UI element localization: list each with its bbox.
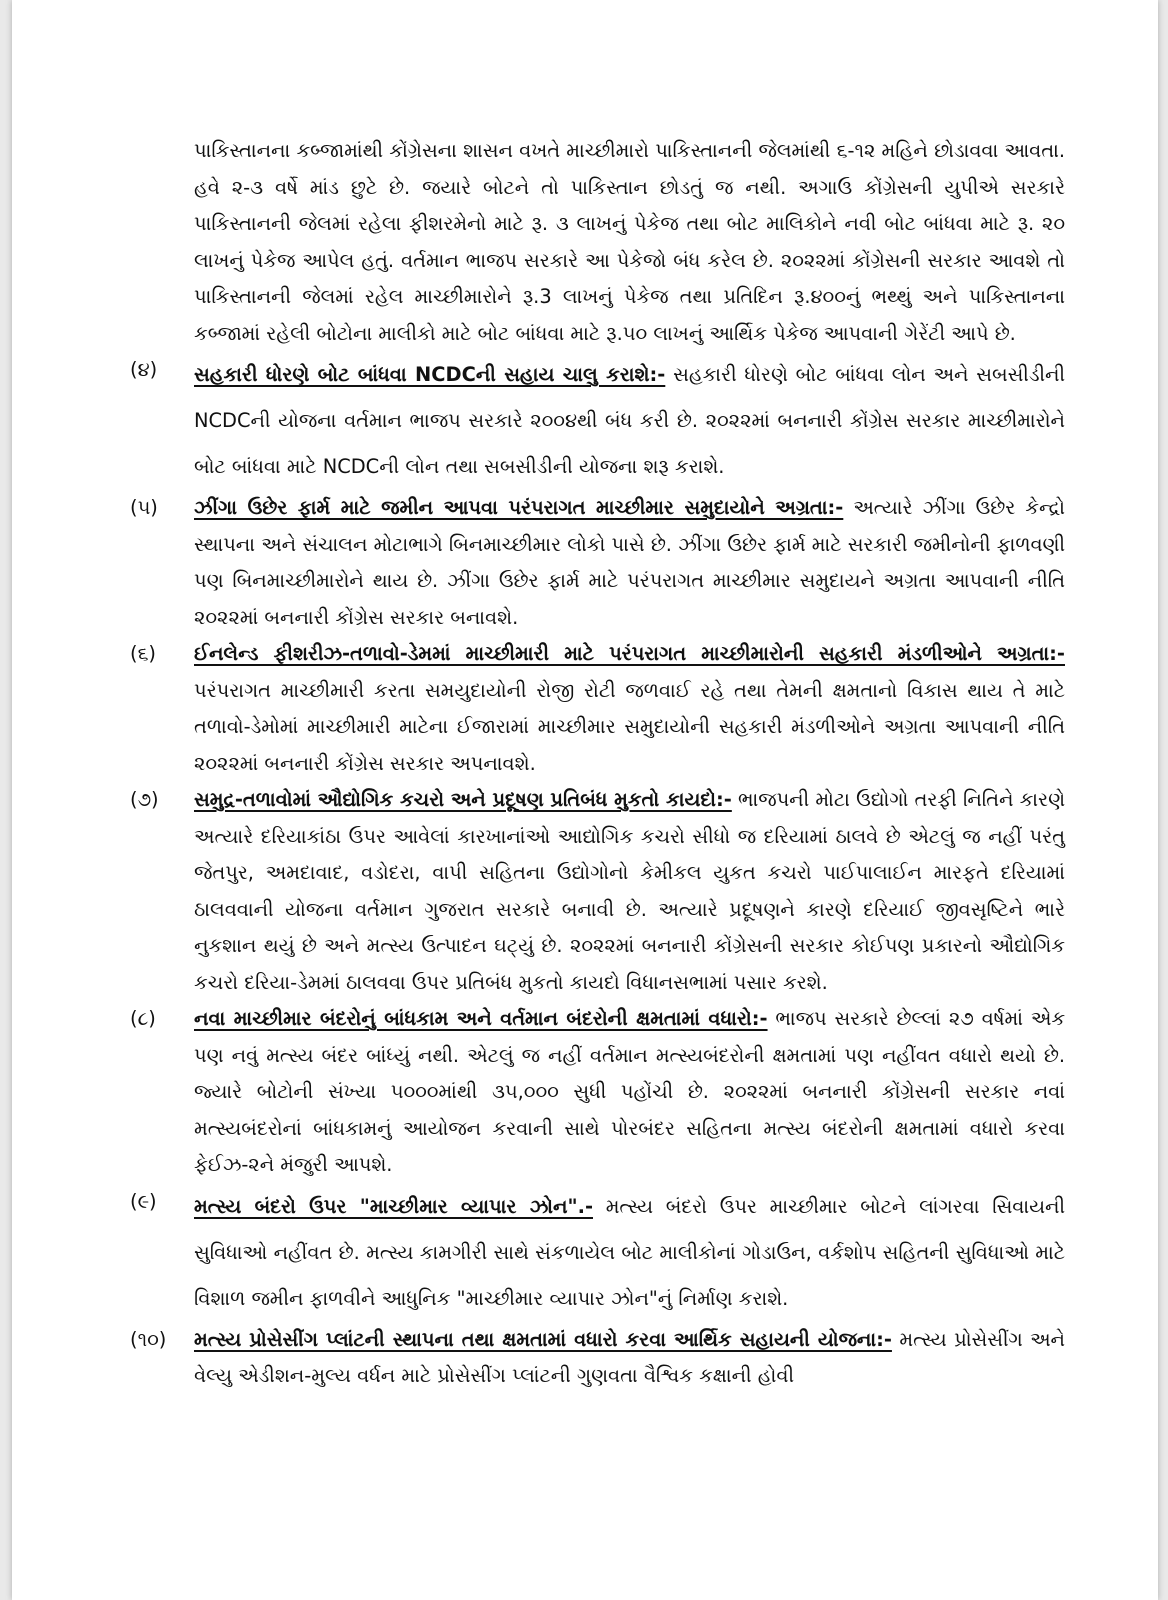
item-number: (૪) xyxy=(130,358,158,381)
item-body: ભાજપની મોટા ઉદ્યોગો તરફી નિતિને કારણે અત્યારે દરિયાકાંઠા ઉપર આવેલાં કારખાનાંઓ આદ્યોગિક કચરો સીધો જ દરિયામાં ઠાલવે છે એટલું જ નહીં પરંતુ જેતપુર, અમદાવાદ, વડોદરા, વાપી સહિતના ઉદ્યોગોનો કેમીકલ યુકત કચરો પાઈપાલાઈન મારફતે દરિયામાં ઠાલવવાની યોજના વર્તમાન ગુજરાત સરકારે બનાવી છે. અત્યારે પ્રદૂષણને કારણે દરિયાઈ જીવસૃષ્ટિને ભારે નુકશાન થયું છે અને મત્સ્ય ઉત્પાદન ઘટ્યું છે. ૨૦૨૨માં બનનારી કોંગ્રેસની સરકાર કોઈપણ પ્રકારનો ઔદ્યોગિક કચરો દરિયા-ડેમમાં ઠાલવવા ઉપર પ્રતિબંધ મુકતો કાયદો વિધાનસભામાં પસાર કરશે. xyxy=(194,788,1065,994)
list-item-9 xyxy=(130,1184,1065,1322)
item-heading: સમુદ્ર-તળાવોમાં ઔદ્યોગિક કચરો અને પ્રદૂષણ પ્રતિબંધ મુકતો કાયદો:- xyxy=(194,788,732,811)
item-heading: મત્સ્ય પ્રોસેસીંગ પ્લાંટની સ્થાપના તથા ક્ષમતામાં વધારો કરવા આર્થિક સહાયની યોજના:- xyxy=(194,1327,892,1351)
list-item-10 xyxy=(130,1322,1065,1395)
list-item-5 xyxy=(130,490,1065,636)
list-item-4 xyxy=(130,352,1065,490)
item-number: (૮) xyxy=(130,1007,156,1030)
intro-paragraph: પાકિસ્તાનના કબ્જામાંથી કોંગ્રેસના શાસન વખતે માચ્છીમારો પાકિસ્તાનની જેલમાંથી ૬-૧૨ મહિને છોડાવવા આવતા. હવે ૨-૩ વર્ષે માંડ છુટે છે. જયારે બોટને તો પાકિસ્તાન છોડતું જ નથી. અગાઉ કોંગ્રેસની યુપીએ સરકારે પાકિસ્તાનની જેલમાં રહેલા ફીશરમેનો માટે રૂ. ૩ લાખનું પેકેજ તથા બોટ માલિકોને નવી બોટ બાંધવા માટે રૂ. ૨૦ લાખનું પેકેજ આપેલ હતું. વર્તમાન ભાજપ સરકારે આ પેકેજો બંધ કરેલ છે. ૨૦૨૨માં કોંગ્રેસની સરકાર આવશે તો પાકિસ્તાનની જેલમાં રહેલ માચ્છીમારોને રૂ.3 લાખનું પેકેજ તથા પ્રતિદિન રૂ.૪૦૦નું ભથ્થું અને પાકિસ્તાનના કબ્જામાં રહેલી બોટોના માલીકો માટે બોટ બાંધવા માટે રૂ.૫૦ લાખનું આર્થિક પેકેજ આપવાની ગેરેંટી આપે છે. xyxy=(194,139,1065,345)
item-number: (૭) xyxy=(130,788,159,811)
item-number: (૬) xyxy=(130,642,156,665)
item-number: (૫) xyxy=(130,496,158,519)
item-body: પરંપરાગત માચ્છીમારી કરતા સમયુદાયોની રોજી રોટી જળવાઈ રહે તથા તેમની ક્ષમતાનો વિકાસ થાય તે માટે તળાવો-ડેમોમાં માચ્છીમારી માટેના ઈજારામાં માચ્છીમાર સમુદાયોની સહકારી મંડળીઓને અગ્રતા આપવાની નીતિ ૨૦૨૨માં બનનારી કોંગ્રેસ સરકાર અપનાવશે. xyxy=(194,678,1065,775)
item-heading: નવા માચ્છીમાર બંદરોનું બાંધકામ અને વર્તમાન બંદરોની ક્ષમતામાં વધારો:- xyxy=(194,1007,768,1030)
item-body: અત્યારે ઝીંગા ઉછેર કેન્દ્રો સ્થાપના અને સંચાલન મોટાભાગે બિનમાચ્છીમાર લોકો પાસે છે. ઝીંગા ઉછેર ફાર્મ માટે સરકારી જમીનોની ફાળવણી પણ બિનમાચ્છીમારોને થાય છે. ઝીંગા ઉછેર ફાર્મ માટે પરંપરાગત માચ્છીમાર સમુદાયને અગ્રતા આપવાની નીતિ ૨૦૨૨માં બનનારી કોંગ્રેસ સરકાર બનાવશે. xyxy=(194,496,1065,629)
item-number: (૧૦) xyxy=(130,1327,167,1351)
document-body xyxy=(130,133,1065,1395)
list-item-8 xyxy=(130,1001,1065,1184)
item-number: (૯) xyxy=(130,1189,157,1213)
document-page xyxy=(12,0,1158,1600)
item-body: મત્સ્ય બંદરો ઉપર માચ્છીમાર બોટને લાંગરવા સિવાયની સુવિધાઓ નહીંવત છે. મત્સ્ય કામગીરી સાથે સંકળાયેલ બોટ માલીકોનાં ગોડાઉન, વર્કશોપ સહિતની સુવિધાઓ માટે વિશાળ જમીન ફાળવીને આધુનિક "માચ્છીમાર વ્યાપાર ઝોન"નું નિર્માણ કરાશે. xyxy=(194,1194,1065,1310)
item-body: ભાજપ સરકારે છેલ્લાં ૨૭ વર્ષમાં એક પણ નવું મત્સ્ય બંદર બાંધ્યું નથી. એટલું જ નહીં વર્તમાન મત્સ્યબંદરોની ક્ષમતામાં પણ નહીંવત વધારો થયો છે. જ્યારે બોટોની સંખ્યા ૫૦૦૦માંથી ૩૫,૦૦૦ સુધી પહોંચી છે. ૨૦૨૨માં બનનારી કોંગ્રેસની સરકાર નવાં મત્સ્યબંદરોનાં બાંધકામનું આયોજન કરવાની સાથે પોરબંદર સહિતના મત્સ્ય બંદરોની ક્ષમતામાં વધારો કરવા ફેઈઝ-૨ને મંજુરી આપશે. xyxy=(194,1007,1066,1176)
item-heading: ઝીંગા ઉછેર ફાર્મ માટે જમીન આપવા પરંપરાગત માચ્છીમાર સમુદાયોને અગ્રતા:- xyxy=(194,496,844,519)
list-item-6 xyxy=(130,636,1065,782)
item-body: મત્સ્ય પ્રોસેસીંગ અને વેલ્યુ એડીશન-મુલ્ય વર્ધન માટે પ્રોસેસીંગ પ્લાંટની ગુણવતા વૈશ્વિક કક્ષાની હોવી xyxy=(194,1327,1066,1387)
item-heading: સહકારી ધોરણે બોટ બાંધવા NCDCની સહાય ચાલુ કરાશે:- xyxy=(194,363,666,386)
item-body: સહકારી ધોરણે બોટ બાંધવા લોન અને સબસીડીની NCDCની યોજના વર્તમાન ભાજપ સરકારે ૨૦૦૪થી બંધ કરી છે. ૨૦૨૨માં બનનારી કોંગ્રેસ સરકાર માચ્છીમારોને બોટ બાંધવા માટે NCDCની લોન તથા સબસીડીની યોજના શરૂ કરાશે. xyxy=(194,363,1065,478)
list-item-7 xyxy=(130,782,1065,1001)
item-heading: ઈનલેન્ડ ફીશરીઝ-તળાવો-ડેમમાં માચ્છીમારી માટે પરંપરાગત માચ્છીમારોની સહકારી મંડળીઓને અગ્રતા:- xyxy=(194,642,1065,665)
item-heading: મત્સ્ય બંદરો ઉપર "માચ્છીમાર વ્યાપાર ઝોન".- xyxy=(194,1194,593,1218)
